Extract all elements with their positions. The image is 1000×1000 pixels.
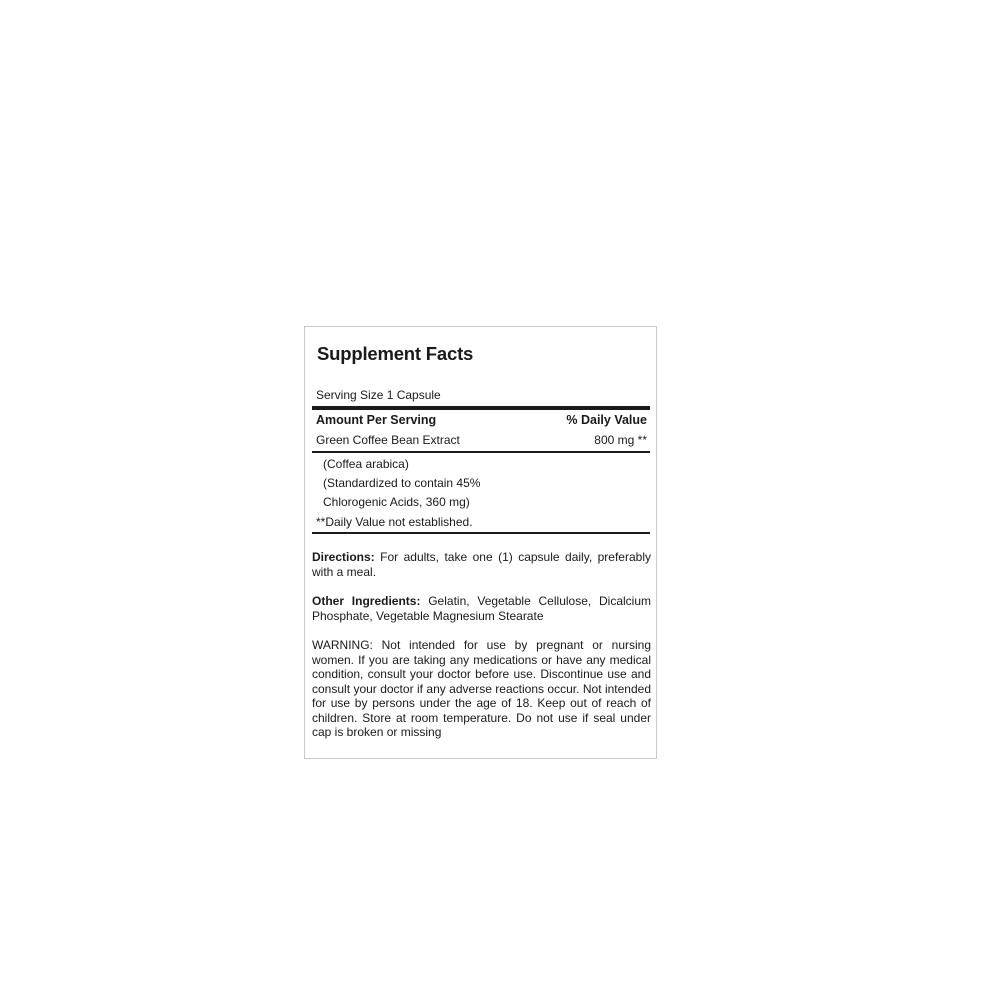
thick-divider [312,406,650,410]
ingredient-detail-line: (Standardized to contain 45% [323,476,481,490]
ingredient-detail-line: Chlorogenic Acids, 360 mg) [323,495,470,509]
bottom-divider [312,532,650,534]
daily-value-footnote: **Daily Value not established. [316,515,473,529]
directions-paragraph [312,550,651,579]
panel-title: Supplement Facts [317,343,474,364]
directions-text: For adults, take one (1) capsule daily, preferably with a meal. [312,550,651,579]
supplement-facts-panel [304,326,657,759]
daily-value-header: % Daily Value [566,413,647,427]
directions-label: Directions: [312,550,375,564]
serving-size: Serving Size 1 Capsule [316,388,441,402]
ingredient-amount: 800 mg ** [594,433,647,447]
warning-paragraph: WARNING: Not intended for use by pregnant or nursing women. If you are taking any medications or have any medical condition, consult your doctor before use. Discontinue use and consult your doctor if any adverse reactions occur. Not intended for use by persons under the age of 18. Keep out of reach of children. Store at room temperature. Do not use if seal under cap is broken or missing [312,638,651,739]
ingredient-detail-line: (Coffea arabica) [323,457,409,471]
other-ingredients-text: Gelatin, Vegetable Cellulose, Dicalcium Phosphate, Vegetable Magnesium Stearate [312,594,651,623]
ingredient-name: Green Coffee Bean Extract [316,433,460,447]
thin-divider [312,451,650,453]
amount-per-serving-header: Amount Per Serving [316,413,437,427]
other-ingredients-label: Other Ingredients: [312,594,421,608]
other-ingredients-paragraph [312,594,651,623]
